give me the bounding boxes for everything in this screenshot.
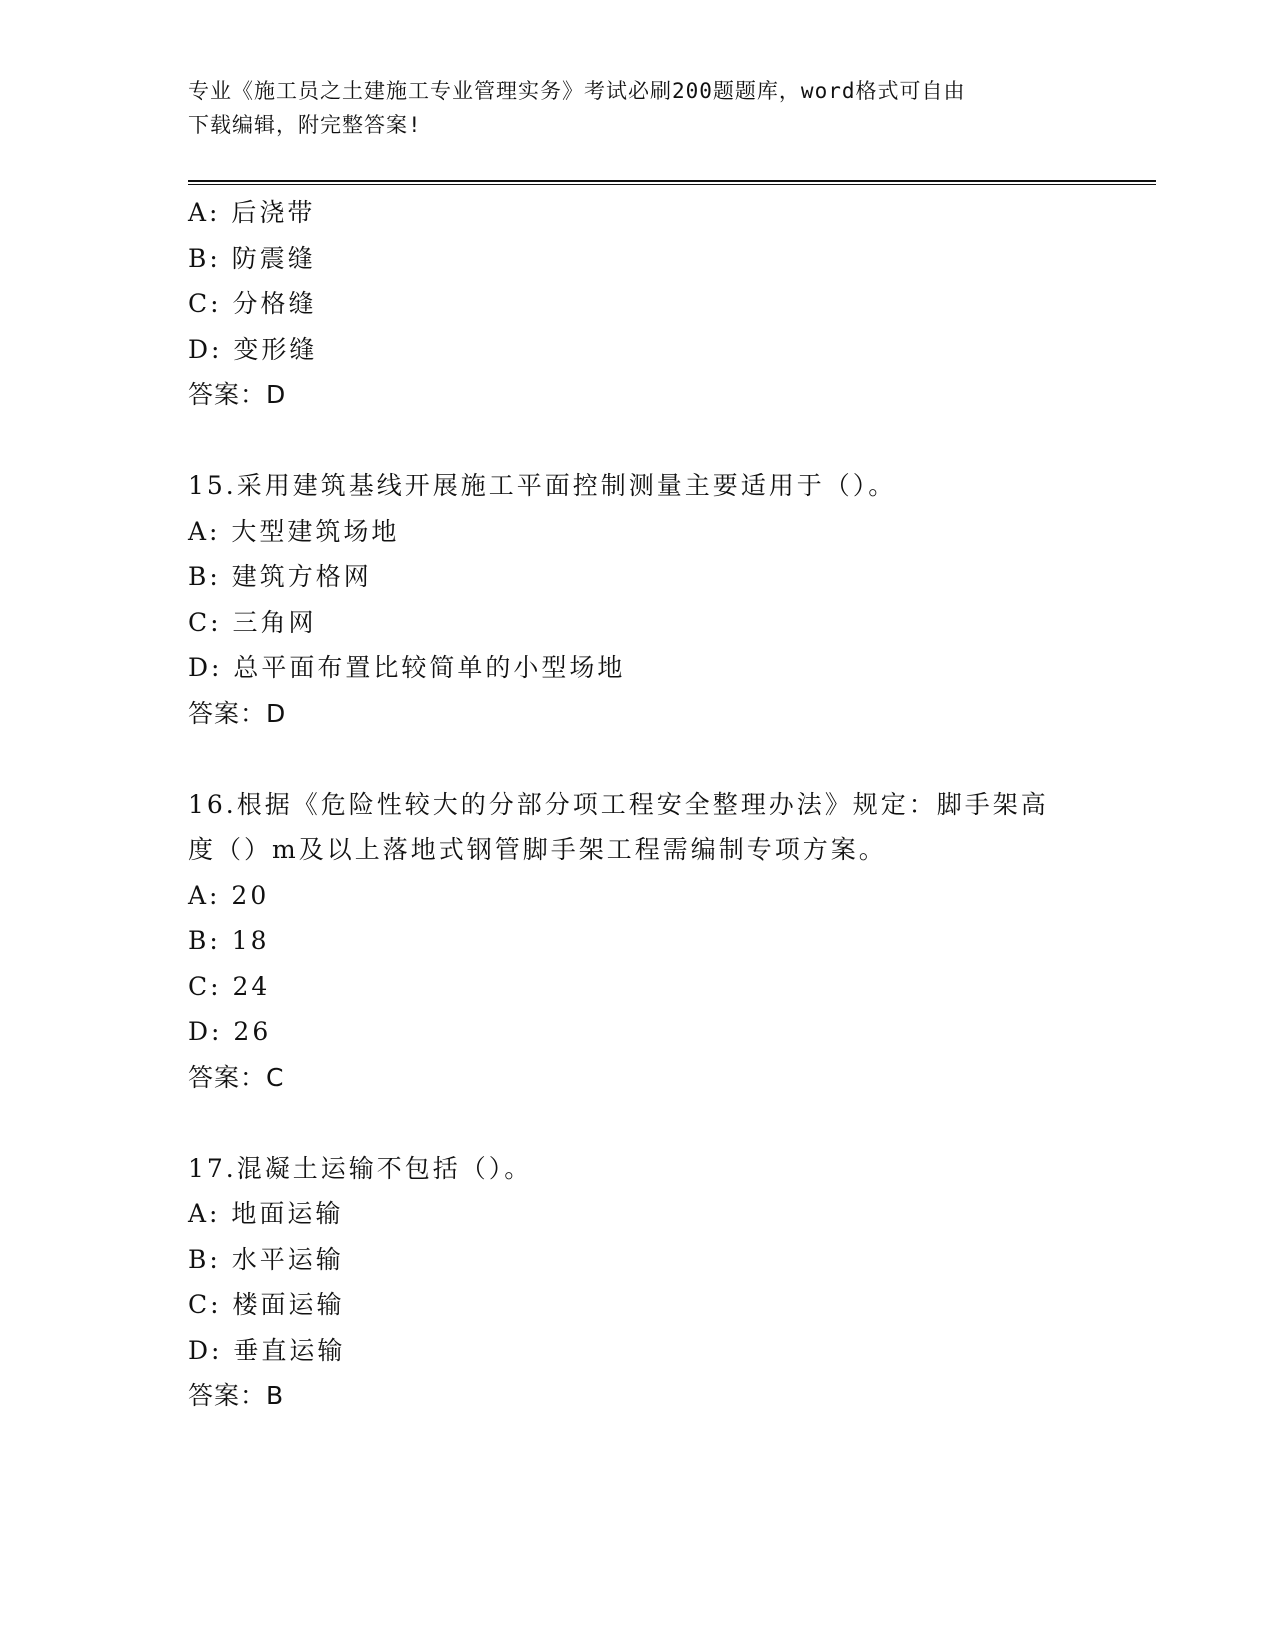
question-16 [188,782,1148,1101]
question-list [188,190,1148,1419]
answer: 答案：C [188,1062,285,1092]
option-d: D: 26 [188,1017,272,1046]
option-a: A: 20 [188,880,270,910]
option-d: D: 垂直运输 [188,1335,346,1365]
spacer [188,736,1148,782]
spacer [188,1100,1148,1146]
option-c: C: 楼面运输 [188,1290,345,1319]
spacer [188,418,1148,464]
option-c: C: 三角网 [188,607,317,637]
question-stem: 17.混凝土运输不包括（）。 [188,1153,533,1183]
header-divider-thick [188,180,1156,182]
option-b: B: 防震缝 [188,243,316,273]
question-17 [188,1146,1148,1419]
option-b: B: 18 [188,926,270,955]
option-d: D: 总平面布置比较简单的小型场地 [188,653,626,682]
option-a: A: 大型建筑场地 [188,516,400,546]
header-line-1: 专业《施工员之土建施工专业管理实务》考试必刷200题题库，word格式可自由 [188,79,966,103]
header-line-2: 下载编辑，附完整答案! [188,113,422,137]
answer: 答案：D [188,698,287,728]
document-header [188,74,1088,142]
option-c: C: 分格缝 [188,289,317,318]
option-a: A: 地面运输 [188,1199,344,1228]
question-stem-line-1: 16.根据《危险性较大的分部分项工程安全整理办法》规定：脚手架高 [188,789,1049,819]
question-stem: 15.采用建筑基线开展施工平面控制测量主要适用于（）。 [188,471,897,500]
option-a: A: 后浇带 [188,198,316,227]
option-b: B: 水平运输 [188,1244,344,1274]
question-stem-line-2: 度（）m及以上落地式钢管脚手架工程需编制专项方案。 [188,835,887,864]
header-divider-thin [188,184,1156,185]
question-14 [188,190,1148,418]
question-15 [188,463,1148,736]
answer: 答案：D [188,380,287,409]
option-d: D: 变形缝 [188,334,318,364]
option-c: C: 24 [188,971,271,1001]
option-b: B: 建筑方格网 [188,562,372,591]
answer: 答案：B [188,1381,285,1410]
